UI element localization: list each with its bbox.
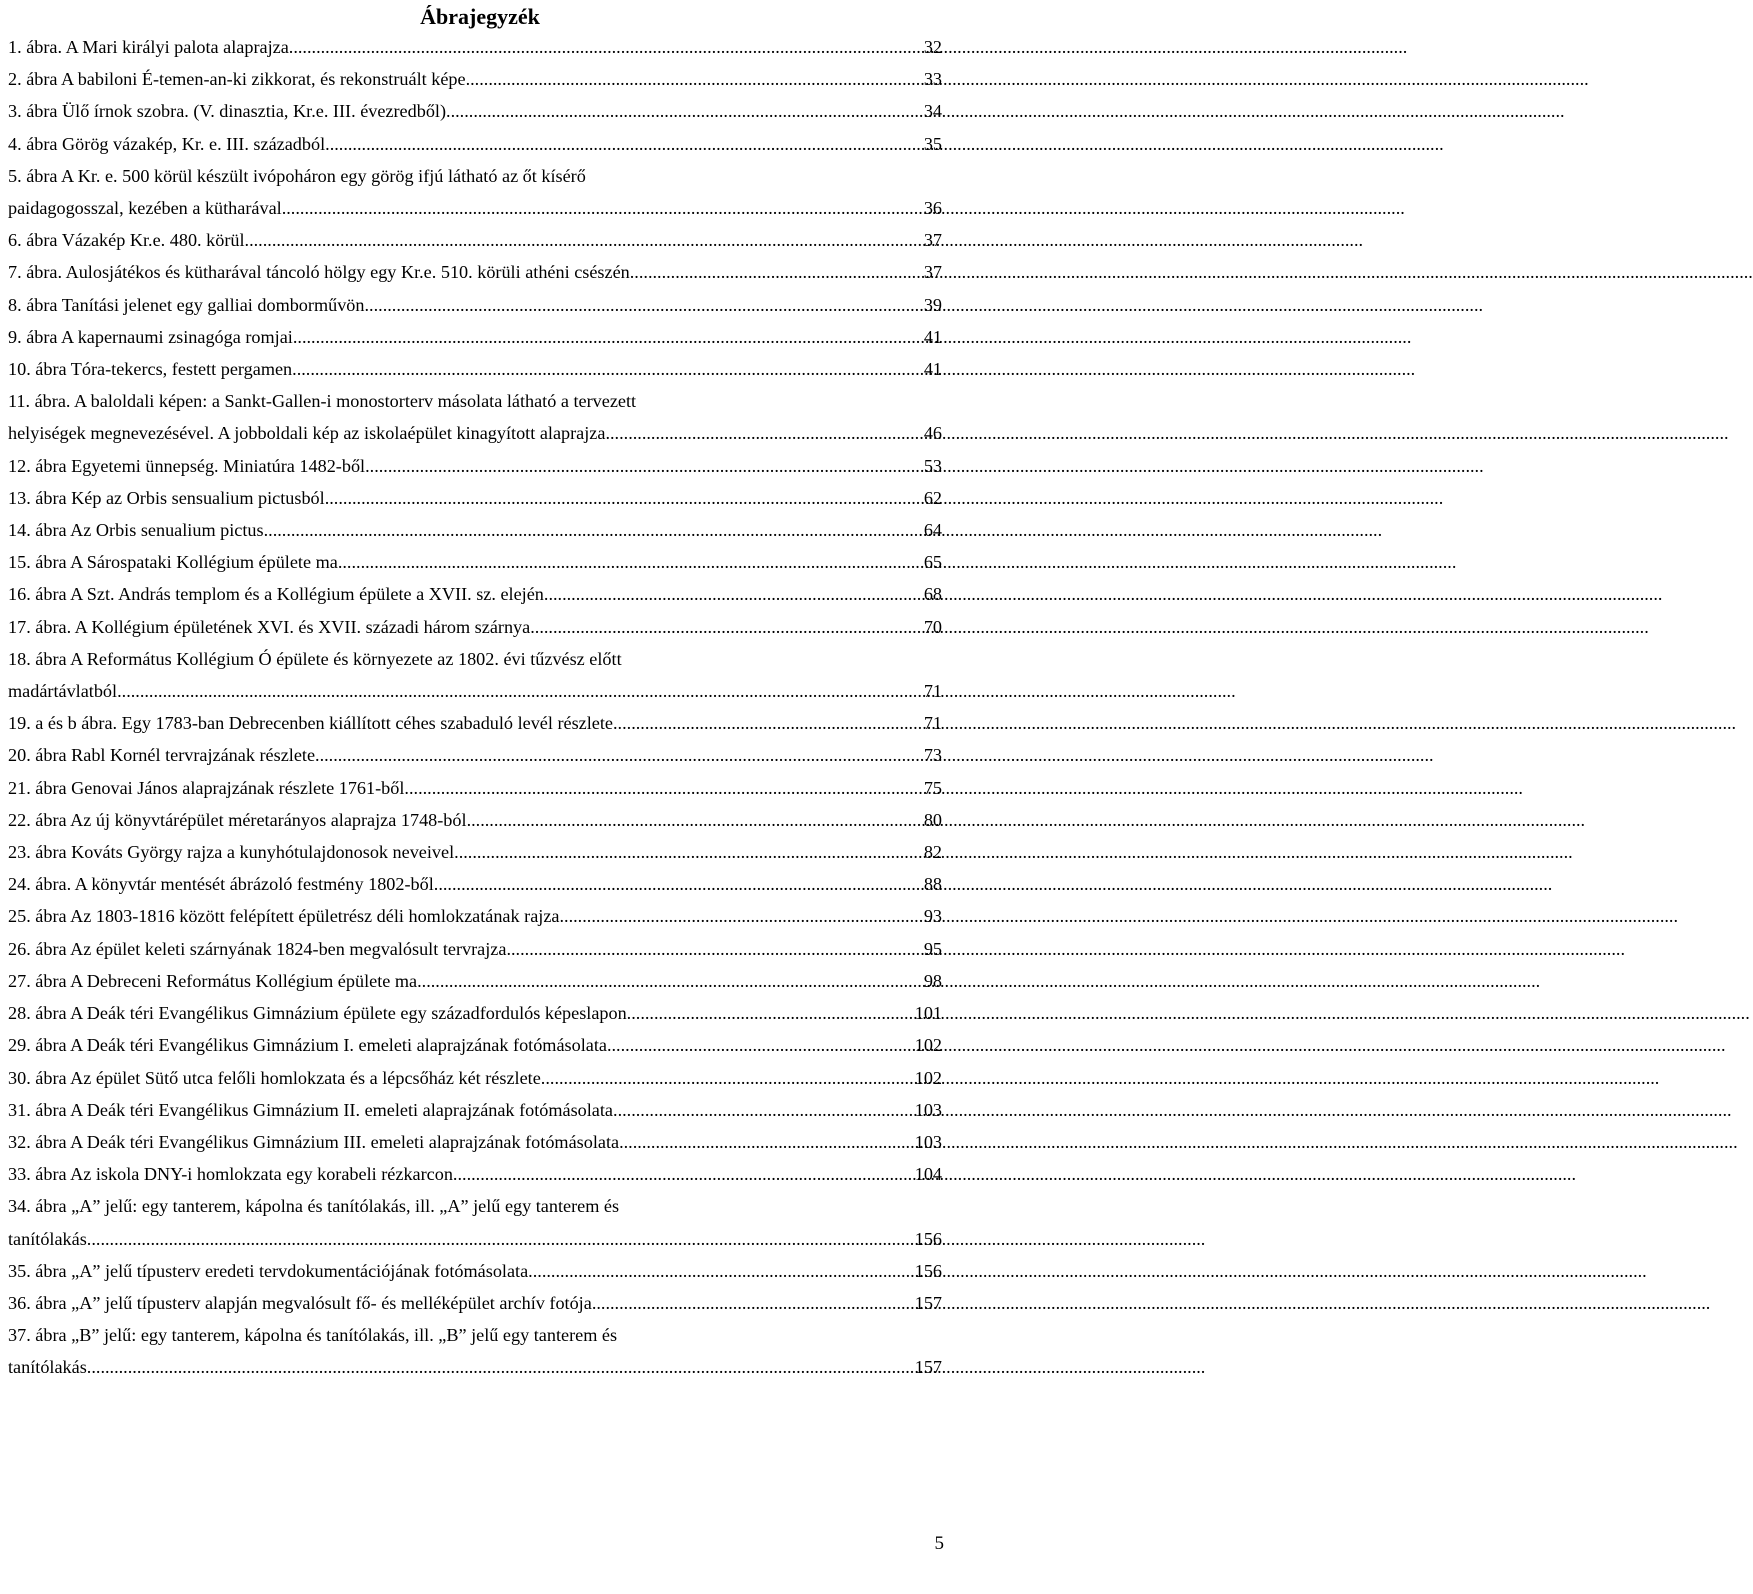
figure-entry-text: 8. ábra Tanítási jelenet egy galliai domborművön (8, 294, 365, 315)
figure-entry-lastline (8, 1158, 942, 1190)
figure-page-number: 46 (923, 423, 942, 444)
figure-entry[interactable] (8, 353, 942, 385)
figure-page-number: 102 (914, 1067, 942, 1088)
figure-entry-text: 28. ábra A Deák téri Evangélikus Gimnázium épülete egy századfordulós képeslapon. (8, 1003, 632, 1024)
figure-entry-text: 36. ábra „A” jelű típusterv alapján megvalósult fő- és melléképület archív fotója (8, 1292, 592, 1313)
figure-entry[interactable] (8, 900, 942, 932)
figure-entry-lastline (8, 900, 942, 932)
figure-entry[interactable] (8, 933, 942, 965)
figure-page-number: 71 (923, 713, 942, 734)
dot-leader (286, 192, 923, 224)
figure-page-number: 101 (914, 1003, 942, 1024)
figure-entry[interactable] (8, 772, 942, 804)
figure-entry-lastline (8, 772, 942, 804)
dot-leader (422, 965, 923, 997)
figure-entry-text: 15. ábra A Sárospataki Kollégium épülete ma (8, 552, 338, 573)
figure-entry[interactable] (8, 128, 942, 160)
figure-page-number: 37 (923, 262, 942, 283)
figure-page-number: 41 (923, 326, 942, 347)
figure-entry[interactable] (8, 160, 942, 224)
figure-entry-text: madártávlatból (8, 681, 118, 702)
dot-leader (338, 546, 923, 578)
figure-entry-text: 1. ábra. A Mari királyi palota alaprajza (8, 37, 289, 57)
figure-entry[interactable] (8, 804, 942, 836)
figure-entry-text: 24. ábra. A könyvtár mentését ábrázoló festmény 1802-ből (8, 874, 434, 895)
dot-leader (528, 1255, 914, 1287)
figure-entry[interactable] (8, 514, 942, 546)
figure-entry-text: 20. ábra Rabl Kornél tervrajzának részlete (8, 745, 316, 766)
figure-page-number: 103 (914, 1131, 942, 1152)
dot-leader (325, 482, 923, 514)
figure-entry-lastline (8, 933, 942, 965)
figure-entry-lastline (8, 707, 942, 739)
figure-entry-lastline (8, 63, 942, 95)
figure-entry[interactable] (8, 1062, 942, 1094)
figure-entry-lastline (8, 675, 942, 707)
figure-page-number: 156 (914, 1228, 942, 1249)
dot-leader (592, 1287, 914, 1319)
figure-entry-text: 25. ábra Az 1803-1816 között felépített épületrész déli homlokzatának rajza (8, 906, 560, 927)
figure-entry-lastline (8, 546, 942, 578)
dot-leader (544, 578, 923, 610)
figure-entry-text: 12. ábra Egyetemi ünnepség. Miniatúra 1482-ből (8, 455, 366, 476)
figure-entry-lastline (8, 353, 942, 385)
figure-entry-lastline (8, 289, 942, 321)
figure-entry-text: 4. ábra Görög vázakép, Kr. e. III. századból (8, 133, 326, 154)
figure-entry-text: 5. ábra A Kr. e. 500 körül készült ivópoháron egy görög ifjú látható az őt kísérő (8, 165, 586, 186)
figure-entry-lastline (8, 1223, 942, 1255)
figure-entry-text: 22. ábra Az új könyvtárépület méretarányos alaprajza 1748-ból (8, 809, 467, 830)
dot-leader (264, 514, 923, 546)
figure-entry-lastline (8, 739, 942, 771)
figure-entry-text: 18. ábra A Református Kollégium Ó épülete és környezete az 1802. évi tűzvész előtt (8, 648, 622, 669)
dot-leader (634, 256, 923, 288)
figure-entry-text: 16. ábra A Szt. András templom és a Kollégium épülete a XVII. sz. elején (8, 584, 544, 605)
figure-page-number: 103 (914, 1099, 942, 1120)
figure-page-number: 53 (923, 455, 942, 476)
figure-page-number: 98 (923, 970, 942, 991)
page-number: 5 (934, 1533, 944, 1554)
figure-page-number: 102 (914, 1035, 942, 1056)
dot-leader (289, 31, 923, 63)
figure-page-number: 33 (923, 69, 942, 90)
dot-leader (434, 868, 923, 900)
figure-entry-lastline (8, 224, 942, 256)
figure-page-number: 32 (923, 37, 942, 57)
figure-entry-text: 33. ábra Az iskola DNY-i homlokzata egy korabeli rézkarcon. (8, 1164, 458, 1185)
figure-page-number: 64 (923, 520, 942, 541)
figure-page-number: 93 (923, 906, 942, 927)
figure-entry-text: tanítólakás (8, 1357, 87, 1378)
figure-entry-text: helyiségek megnevezésével. A jobboldali kép az iskolaépület kinagyított alaprajza. (8, 423, 610, 444)
figure-entry-lastline (8, 482, 942, 514)
figure-page-number: 35 (923, 133, 942, 154)
figure-entry[interactable] (8, 1029, 942, 1061)
figure-entry-text: 7. ábra. Aulosjátékos és kütharával táncoló hölgy egy Kr.e. 510. körüli athéni csészén. (8, 262, 635, 283)
figure-entry-lastline (8, 514, 942, 546)
figure-entry-text: 17. ábra. A Kollégium épületének XVI. és XVII. századi három szárnya (8, 616, 531, 637)
dot-leader (446, 95, 923, 127)
figure-page-number: 156 (914, 1260, 942, 1281)
figure-entry[interactable] (8, 385, 942, 449)
dot-leader (506, 933, 922, 965)
figure-entry-text: 21. ábra Genovai János alaprajzának részlete 1761-ből (8, 777, 405, 798)
figure-entry-text: 30. ábra Az épület Sütő utca felőli homlokzata és a lépcsőház két részlete (8, 1067, 541, 1088)
dot-leader (245, 224, 923, 256)
figure-entry[interactable] (8, 482, 942, 514)
figure-page-number: 37 (923, 230, 942, 251)
figure-entry-text: 32. ábra A Deák téri Evangélikus Gimnázium III. emeleti alaprajzának fotómásolata (8, 1131, 620, 1152)
figure-entry-lastline (8, 1351, 942, 1383)
dot-leader (467, 804, 923, 836)
dot-leader (117, 675, 923, 707)
figure-entry[interactable] (8, 1319, 942, 1383)
figure-list (8, 31, 942, 1384)
figure-page-number: 41 (923, 359, 942, 380)
figure-entry-lastline (8, 31, 942, 63)
figure-entry[interactable] (8, 611, 942, 643)
figure-page-number: 62 (923, 487, 942, 508)
figure-entry-lastline (8, 1062, 942, 1094)
dot-leader (87, 1223, 914, 1255)
figure-entry-text: paidagogosszal, kezében a kütharával. (8, 198, 287, 219)
figure-page-number: 73 (923, 745, 942, 766)
figure-entry[interactable] (8, 95, 942, 127)
figure-entry-text: 27. ábra A Debreceni Református Kollégium épülete ma. (8, 970, 422, 991)
figure-page-number: 104 (914, 1164, 942, 1185)
figure-entry-text: 35. ábra „A” jelű típusterv eredeti tervdokumentációjának fotómásolata (8, 1260, 529, 1281)
figure-entry[interactable] (8, 546, 942, 578)
dot-leader (541, 1062, 914, 1094)
dot-leader (297, 353, 923, 385)
figure-entry-lastline (8, 256, 942, 288)
figure-entry[interactable] (8, 1287, 942, 1319)
figure-entry[interactable] (8, 321, 942, 353)
figure-entry-text: 11. ábra. A baloldali képen: a Sankt-Gallen-i monostorterv másolata látható a tervezett (8, 391, 637, 412)
figure-entry-lastline (8, 128, 942, 160)
figure-page-number: 68 (923, 584, 942, 605)
figure-entry-text: 3. ábra Ülő írnok szobra. (V. dinasztia, Kr.e. III. évezredből) (8, 101, 447, 122)
figure-entry-text: 10. ábra Tóra-tekercs, festett pergamen. (8, 359, 297, 380)
figure-page-number: 88 (923, 874, 942, 895)
dot-leader (457, 1158, 913, 1190)
dot-leader (607, 1029, 914, 1061)
figure-entry[interactable] (8, 643, 942, 707)
dot-leader (315, 739, 923, 771)
figure-entry-lastline (8, 1126, 942, 1158)
figure-page-number: 157 (914, 1292, 942, 1313)
figure-entry[interactable] (8, 739, 942, 771)
figure-entry-lastline (8, 836, 942, 868)
dot-leader (613, 1094, 914, 1126)
dot-leader (404, 772, 922, 804)
figure-entry-lastline (8, 578, 942, 610)
figure-page-number: 82 (923, 842, 942, 863)
dot-leader (619, 1126, 914, 1158)
figure-page-number: 65 (923, 552, 942, 573)
figure-entry-lastline (8, 450, 942, 482)
figure-page-number: 80 (923, 809, 942, 830)
figure-entry-lastline (8, 192, 942, 224)
figure-entry[interactable] (8, 256, 942, 288)
figure-page-number: 39 (923, 294, 942, 315)
dot-leader (610, 417, 923, 449)
figure-entry-lastline (8, 1255, 942, 1287)
figure-entry-text: tanítólakás (8, 1228, 87, 1249)
dot-leader (530, 611, 923, 643)
figure-entry-lastline (8, 804, 942, 836)
dot-leader (631, 997, 913, 1029)
figure-entry[interactable] (8, 289, 942, 321)
figure-entry-text: 26. ábra Az épület keleti szárnyának 1824-ben megvalósult tervrajza (8, 938, 507, 959)
figure-page-number: 36 (923, 198, 942, 219)
dot-leader (618, 707, 923, 739)
dot-leader (87, 1351, 914, 1383)
figure-page-number: 157 (914, 1357, 942, 1378)
figure-entry-text: 19. a és b ábra. Egy 1783-ban Debrecenben kiállított céhes szabaduló levél részlete. (8, 713, 618, 734)
figure-entry[interactable] (8, 31, 942, 63)
figure-entry-text: 6. ábra Vázakép Kr.e. 480. körül (8, 230, 245, 251)
figure-page-number: 70 (923, 616, 942, 637)
dot-leader (559, 900, 922, 932)
figure-entry-lastline (8, 868, 942, 900)
figure-entry[interactable] (8, 578, 942, 610)
figure-entry[interactable] (8, 450, 942, 482)
dot-leader (293, 321, 923, 353)
dot-leader (470, 63, 923, 95)
figure-entry[interactable] (8, 836, 942, 868)
figure-entry-text: 23. ábra Kováts György rajza a kunyhótulajdonosok neveivel (8, 842, 455, 863)
figure-entry-lastline (8, 321, 942, 353)
figure-entry-text: 34. ábra „A” jelű: egy tanterem, kápolna és tanítólakás, ill. „A” jelű egy tanterem és (8, 1196, 620, 1217)
page-title: Ábrajegyzék (420, 4, 540, 29)
figure-entry-lastline (8, 997, 942, 1029)
figure-entry-text: 31. ábra A Deák téri Evangélikus Gimnázium II. emeleti alaprajzának fotómásolata (8, 1099, 614, 1120)
figure-entry[interactable] (8, 1255, 942, 1287)
figure-entry[interactable] (8, 63, 942, 95)
figure-page-number: 34 (923, 101, 942, 122)
figure-entry[interactable] (8, 1190, 942, 1254)
figure-page-number: 71 (923, 681, 942, 702)
figure-entry[interactable] (8, 707, 942, 739)
dot-leader (325, 128, 923, 160)
figure-entry[interactable] (8, 1126, 942, 1158)
figure-entry[interactable] (8, 224, 942, 256)
figure-entry[interactable] (8, 997, 942, 1029)
figure-entry-lastline (8, 611, 942, 643)
figure-entry-lastline (8, 1287, 942, 1319)
figure-entry-text: 9. ábra A kapernaumi zsinagóga romjai (8, 326, 293, 347)
figure-page-number: 95 (923, 938, 942, 959)
figure-entry-text: 37. ábra „B” jelű: egy tanterem, kápolna és tanítólakás, ill. „B” jelű egy tanterem és (8, 1325, 618, 1346)
figure-entry[interactable] (8, 1158, 942, 1190)
figure-entry-lastline (8, 965, 942, 997)
figure-page-number: 75 (923, 777, 942, 798)
figure-entry[interactable] (8, 868, 942, 900)
figure-entry-lastline (8, 1029, 942, 1061)
figure-entry-lastline (8, 95, 942, 127)
figure-entry-text: 29. ábra A Deák téri Evangélikus Gimnázium I. emeleti alaprajzának fotómásolata (8, 1035, 607, 1056)
dot-leader (454, 836, 923, 868)
figure-entry-lastline (8, 1094, 942, 1126)
figure-entry-text: 14. ábra Az Orbis senualium pictus (8, 520, 264, 541)
dot-leader (365, 289, 923, 321)
figure-entry-lastline (8, 417, 942, 449)
figure-entry-text: 2. ábra A babiloni É-temen-an-ki zikkorat, és rekonstruált képe. (8, 69, 471, 90)
figure-entry[interactable] (8, 965, 942, 997)
dot-leader (365, 450, 923, 482)
figure-entry-text: 13. ábra Kép az Orbis sensualium pictusból (8, 487, 325, 508)
figure-entry[interactable] (8, 1094, 942, 1126)
